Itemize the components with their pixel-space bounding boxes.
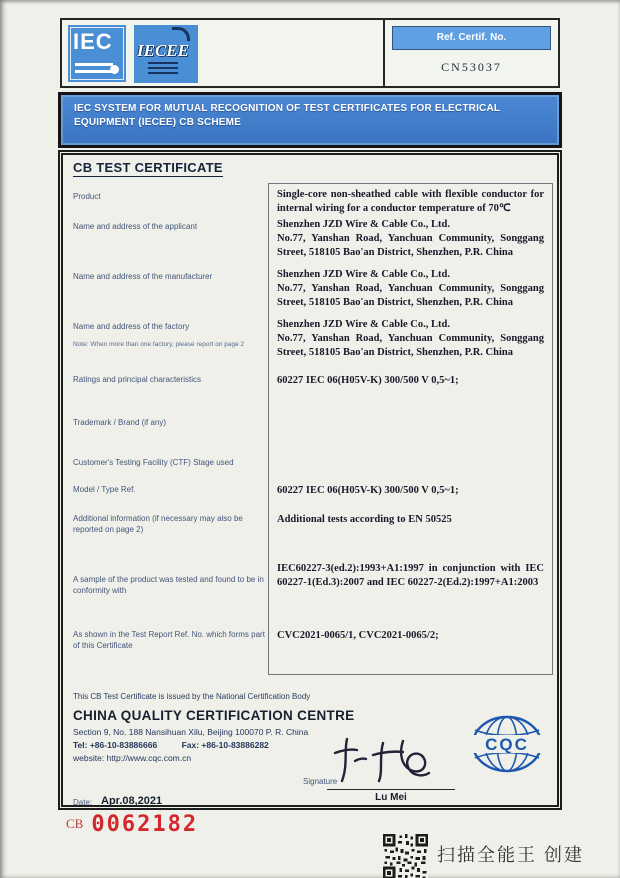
certification-body-address: Section 9, No. 188 Nansihuan Xilu, Beijing 100070 P. R. China	[73, 727, 309, 737]
iec-logo-dot	[110, 65, 119, 74]
value-model: 60227 IEC 06(H05V-K) 300/500 V 0,5~1;	[277, 485, 459, 496]
scheme-banner-text: IEC SYSTEM FOR MUTUAL RECOGNITION OF TEST CERTIFICATES FOR ELECTRICAL EQUIPMENT (IECEE) CB SCHEME	[74, 103, 501, 128]
cb-prefix: CB	[66, 816, 84, 831]
ref-certif-cell	[383, 20, 558, 86]
certificate-title: CB TEST CERTIFICATE	[73, 160, 223, 175]
label-factory: Name and address of the factory	[73, 322, 190, 331]
label-model: Model / Type Ref.	[73, 485, 136, 494]
iec-logo-bar	[75, 70, 113, 73]
certification-body-telfax	[73, 740, 269, 750]
applicant-address: No.77, Yanshan Road, Yanchuan Community, Songgang Street, 518105 Bao'an District, Shenzhen, P.R. China	[277, 232, 544, 258]
manufacturer-address: No.77, Yanshan Road, Yanchuan Community, Songgang Street, 518105 Bao'an District, Shenzhen, P.R. China	[277, 282, 544, 308]
ref-certif-label: Ref. Certif. No.	[392, 26, 551, 50]
tel: Tel: +86-10-83886666	[73, 740, 158, 750]
certification-body-name: CHINA QUALITY CERTIFICATION CENTRE	[73, 708, 355, 723]
applicant-name: Shenzhen JZD Wire & Cable Co., Ltd.	[277, 219, 450, 230]
ref-certif-number: CN53037	[441, 60, 502, 74]
value-conformity: IEC60227-3(ed.2):1993+A1:1997 in conjunction with IEC 60227-1(Ed.3):2007 and IEC 60227-2(Ed.2):1997+A1:2003	[277, 563, 544, 588]
signatory-name: Lu Mei	[375, 792, 407, 803]
factory-address: No.77, Yanshan Road, Yanchuan Community, Songgang Street, 518105 Bao'an District, Shenzhen, P.R. China	[277, 332, 544, 358]
iecee-logo-text: IECEE	[137, 41, 189, 60]
svg-text:CQC: CQC	[485, 735, 529, 754]
iecee-logo-icon	[134, 25, 198, 83]
label-manufacturer: Name and address of the manufacturer	[73, 272, 213, 281]
label-applicant: Name and address of the applicant	[73, 222, 198, 231]
scheme-banner	[58, 92, 562, 148]
value-additional: Additional tests according to EN 50525	[277, 514, 452, 525]
value-ratings: 60227 IEC 06(H05V-K) 300/500 V 0,5~1;	[277, 375, 459, 386]
label-trademark: Trademark / Brand (if any)	[73, 418, 167, 427]
iec-logo-text: IEC	[73, 29, 113, 54]
date-label: Date:	[73, 798, 93, 807]
signature-line	[327, 789, 455, 790]
issued-by-statement: This CB Test Certificate is issued by the National Certification Body	[73, 692, 311, 701]
factory-name: Shenzhen JZD Wire & Cable Co., Ltd.	[277, 319, 450, 330]
label-additional: Additional information (if necessary may also be reported on page 2)	[73, 514, 243, 534]
label-report: As shown in the Test Report Ref. No. which forms part of this Certificate	[73, 630, 265, 650]
header-box	[60, 18, 560, 88]
signature-label: Signature	[303, 777, 338, 786]
value-applicant	[277, 218, 544, 260]
iecee-logo-cord	[172, 27, 190, 41]
values-box	[268, 183, 553, 675]
value-factory	[277, 318, 544, 360]
value-report: CVC2021-0065/1, CVC2021-0065/2;	[277, 630, 439, 641]
label-factory-note: Note: When more than one factory, please report on page 2	[73, 341, 245, 348]
iecee-logo-lines	[148, 59, 178, 77]
qr-code-icon	[383, 834, 428, 878]
certification-body-website: website: http://www.cqc.com.cn	[73, 753, 192, 763]
signature-handwriting	[325, 733, 455, 790]
label-product: Product	[73, 192, 101, 201]
value-product: Single-core non-sheathed cable with flexible conductor for internal wiring for a conductor temperature of 70℃	[277, 189, 544, 214]
cqc-logo-icon	[460, 713, 555, 780]
iec-logo-bar	[75, 63, 113, 66]
value-manufacturer	[277, 268, 544, 310]
certificate-body	[58, 150, 562, 810]
manufacturer-name: Shenzhen JZD Wire & Cable Co., Ltd.	[277, 269, 450, 280]
label-conformity: A sample of the product was tested and found to be in conformity with	[73, 575, 264, 595]
cb-serial-stamp	[66, 812, 198, 837]
date-value: Apr.08,2021	[101, 795, 163, 807]
iec-logo-icon	[68, 25, 126, 82]
label-ctf: Customer's Testing Facility (CTF) Stage used	[73, 458, 234, 467]
cb-serial-number: 0062182	[91, 812, 199, 837]
scanner-watermark-text: 扫描全能王 创建	[437, 845, 585, 865]
label-ratings: Ratings and principal characteristics	[73, 375, 202, 384]
fax: Fax: +86-10-83886282	[181, 740, 269, 750]
